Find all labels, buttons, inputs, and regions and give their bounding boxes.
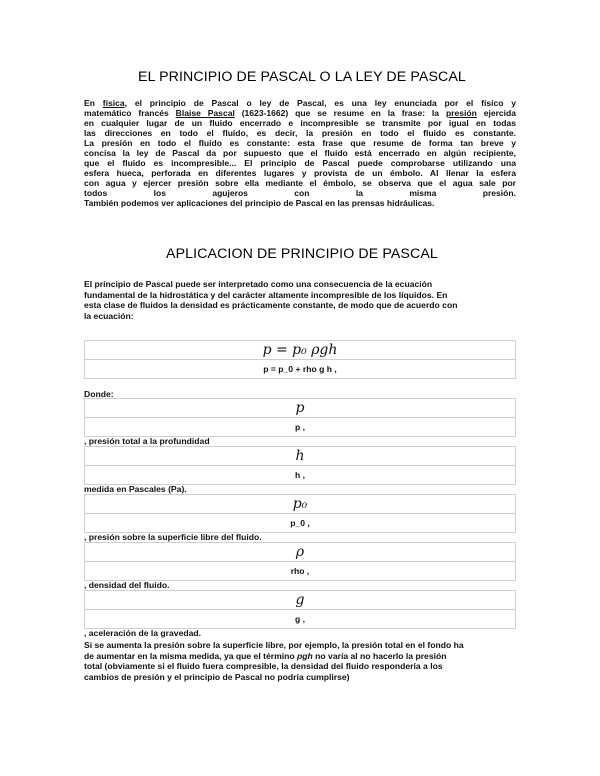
variable-box-p0 — [84, 494, 516, 533]
paragraph-text: de aumentar en la misma medida, ya que el término — [84, 650, 298, 661]
paragraph-text: no varía al no hacerlo la presión — [312, 650, 447, 661]
intro-line: que el fluido es incompresible... El principio de Pascal puede comprobarse utilizando una — [84, 158, 516, 169]
paragraph-line: fundamental de la hidrostática y del carácter altamente incompresible de los líquidos. En — [84, 289, 448, 300]
variable-symbol: p — [85, 399, 515, 418]
variable-text: p_0 , — [290, 518, 310, 528]
intro-line: concisa la ley de Pascal da por supuesto que el fluido está encerrado en algún recipiente, — [84, 148, 516, 159]
paragraph-line: la ecuación: — [84, 310, 134, 321]
variable-symbol: ρ — [85, 543, 515, 562]
paragraph-line: Si se aumenta la presión sobre la superficie libre, por ejemplo, la presión total en el fondo ha — [84, 640, 464, 650]
variable-description: , aceleración de la gravedad. — [84, 628, 202, 638]
intro-line: en cualquier lugar de un fluido encerrado e incompresible se transmite por igual en todas — [84, 118, 516, 129]
intro-line: las direcciones en todo el fluido, es decir, la presión en todo el fluido es constante. — [84, 128, 516, 139]
closing-paragraph — [84, 640, 516, 682]
variable-text: p , — [294, 422, 306, 432]
intro-paragraph — [84, 98, 516, 209]
intro-line: esfera hueca, perforada en diferentes lugares y provista de un émbolo. Al llenar la esfera — [84, 168, 516, 179]
variable-box-p — [84, 398, 516, 437]
variable-description: , presión sobre la superficie libre del fluido. — [84, 532, 262, 542]
paragraph-line: total (obviamente si el fluido fuera compresible, la densidad del fluido respondería a los — [84, 661, 443, 672]
variable-symbol: g — [85, 591, 515, 610]
variable-description: medida en Pascales (Pa). — [84, 484, 187, 494]
intro-text: En — [84, 98, 103, 108]
paragraph-line: cambios de presión y el principio de Pascal no podría cumplirse) — [84, 671, 350, 682]
intro-text: matemático francés — [84, 108, 176, 119]
variable-text: g , — [294, 614, 306, 624]
paragraph-line: esta clase de fluidos la densidad es prácticamente constante, de modo que de acuerdo con — [84, 300, 458, 311]
link-fisica[interactable]: física — [102, 98, 125, 108]
link-blaise-pascal[interactable]: Blaise Pascal — [175, 108, 235, 119]
intro-line: La presión en todo el fluido es constante: esta frase que resume de forma tan breve y — [84, 138, 516, 149]
variable-description: , densidad del fluido. — [84, 580, 170, 590]
variable-box-h — [84, 446, 516, 485]
variable-text: h , — [294, 470, 306, 480]
variable-symbol: p₀ — [85, 495, 515, 514]
equation-box — [84, 340, 516, 379]
equation-text: p = p_0 + rho g h , — [263, 364, 337, 374]
variable-description: , presión total a la profundidad — [84, 436, 210, 446]
intro-line: También podemos ver aplicaciones del principio de Pascal en las prensas hidráulicas. — [84, 198, 435, 209]
variable-symbol: h — [85, 447, 515, 466]
variable-box-g — [84, 590, 516, 629]
paragraph-line: El principio de Pascal puede ser interpretado como una consecuencia de la ecuación — [84, 279, 433, 289]
intro-text: , el principio de Pascal o ley de Pascal, es una ley enunciada por el físico y — [124, 98, 517, 108]
intro-text: ejercida — [476, 108, 517, 119]
page-title: EL PRINCIPIO DE PASCAL O LA LEY DE PASCAL — [138, 69, 466, 85]
term-pgh: pgh — [297, 650, 313, 661]
intro-line: todos los agujeros con la misma presión. — [84, 188, 516, 199]
link-presion[interactable]: presión — [445, 108, 477, 119]
intro-text: (1623-1662) que se resume en la frase: la — [234, 108, 446, 119]
donde-label: Donde: — [84, 389, 114, 399]
application-paragraph — [84, 279, 516, 321]
intro-line: con agua y ejercer presión sobre ella mediante el émbolo, se observa que el agua sale por — [84, 178, 516, 189]
variable-text: rho , — [290, 566, 310, 576]
equation-formula: p = p₀ ρgh — [85, 341, 515, 360]
variable-box-rho — [84, 542, 516, 581]
section-title: APLICACION DE PRINCIPIO DE PASCAL — [166, 246, 438, 262]
